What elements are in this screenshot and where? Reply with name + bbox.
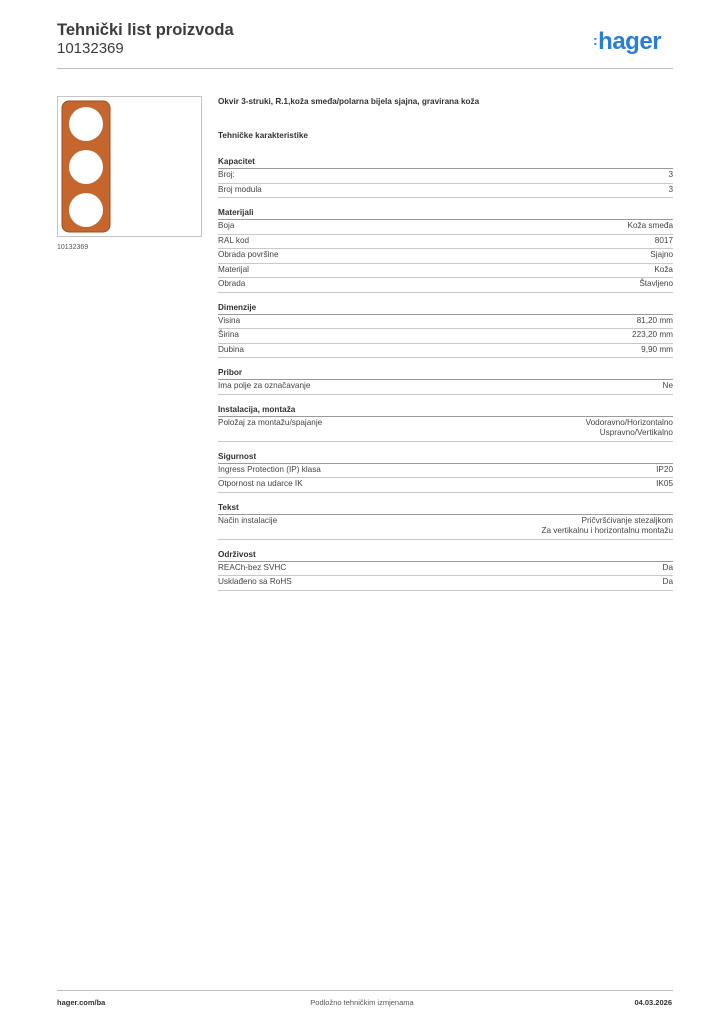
spec-section xyxy=(218,451,673,493)
spec-row xyxy=(218,184,673,199)
footer-date: 04.03.2026 xyxy=(634,998,672,1007)
spec-value: Da xyxy=(662,562,673,572)
spec-label: Dubina xyxy=(218,344,244,354)
spec-row xyxy=(218,169,673,184)
spec-section xyxy=(218,302,673,359)
spec-row xyxy=(218,249,673,264)
footer-disclaimer: Podložno tehničkim izmjenama xyxy=(310,998,414,1007)
spec-section-title: Sigurnost xyxy=(218,451,673,464)
spec-value: IK05 xyxy=(656,479,673,488)
spec-value: 81,20 mm xyxy=(636,315,673,325)
spec-value: Koža xyxy=(654,264,673,274)
spec-section-title: Održivost xyxy=(218,549,673,562)
spec-label: Obrada xyxy=(218,279,246,288)
spec-section xyxy=(218,156,673,198)
spec-value: Da xyxy=(662,577,673,586)
footer-website[interactable]: hager.com/ba xyxy=(57,998,106,1007)
frame-opening-2 xyxy=(69,150,103,184)
spec-label: RAL kod xyxy=(218,235,250,245)
spec-label: Širina xyxy=(218,330,239,339)
spec-section-title: Instalacija, montaža xyxy=(218,404,673,417)
spec-row xyxy=(218,278,673,293)
spec-section xyxy=(218,502,673,540)
spec-label: Usklađeno sa RoHS xyxy=(218,577,292,586)
spec-row xyxy=(218,235,673,250)
spec-row xyxy=(218,515,673,540)
spec-row xyxy=(218,417,673,442)
spec-section xyxy=(218,404,673,442)
spec-section-title: Dimenzije xyxy=(218,302,673,315)
spec-section-title: Pribor xyxy=(218,367,673,380)
spec-row xyxy=(218,576,673,591)
spec-section xyxy=(218,549,673,591)
spec-row xyxy=(218,380,673,395)
spec-value: Sjajno xyxy=(650,250,673,259)
spec-value: 3 xyxy=(668,170,673,179)
hager-logo xyxy=(593,28,661,56)
spec-section-title: Kapacitet xyxy=(218,156,673,169)
tech-characteristics-heading: Tehničke karakteristike xyxy=(218,131,308,140)
logo-text: hager xyxy=(598,28,662,55)
spec-row xyxy=(218,464,673,479)
spec-value: Ne xyxy=(662,381,673,390)
spec-label: Ima polje za označavanje xyxy=(218,381,311,390)
spec-section xyxy=(218,207,673,293)
spec-value: 223,20 mm xyxy=(632,330,673,339)
specs-table xyxy=(218,156,673,600)
spec-label: Način instalacije xyxy=(218,515,278,525)
spec-value: Štavljeno xyxy=(639,279,673,288)
spec-value: Vodoravno/Horizontalno Uspravno/Vertikalno xyxy=(585,417,673,437)
spec-value: 3 xyxy=(668,184,673,194)
spec-label: Obrada površine xyxy=(218,250,279,259)
spec-section xyxy=(218,367,673,395)
spec-value: Pričvršćivanje stezaljkom Za vertikalnu i horizontalnu montažu xyxy=(541,515,673,535)
spec-section-title: Tekst xyxy=(218,502,673,515)
spec-value: 9,90 mm xyxy=(641,344,673,354)
spec-label: Ingress Protection (IP) klasa xyxy=(218,464,321,474)
spec-label: Broj: xyxy=(218,170,235,179)
image-caption: 10132369 xyxy=(57,244,89,251)
header-divider xyxy=(57,68,673,69)
spec-row xyxy=(218,220,673,235)
product-title: Okvir 3-struki, R.1,koža smeđa/polarna bijela sjajna, gravirana koža xyxy=(218,97,480,106)
spec-row xyxy=(218,478,673,493)
page-title: Tehnički list proizvoda xyxy=(57,21,234,39)
spec-value: 8017 xyxy=(654,235,673,245)
frame-opening-1 xyxy=(69,107,103,141)
product-frame-image xyxy=(58,97,201,236)
spec-label: Broj modula xyxy=(218,184,262,194)
spec-row xyxy=(218,315,673,330)
spec-row xyxy=(218,329,673,344)
spec-value: Koža smeđa xyxy=(627,221,673,230)
spec-row xyxy=(218,264,673,279)
spec-section-title: Materijali xyxy=(218,207,673,220)
spec-label: Otpornost na udarce IK xyxy=(218,479,303,488)
logo-dots-icon: : xyxy=(593,32,598,48)
spec-label: Materijal xyxy=(218,264,249,274)
footer-divider xyxy=(57,990,673,991)
spec-row xyxy=(218,344,673,359)
spec-label: Boja xyxy=(218,221,235,230)
spec-label: REACh-bez SVHC xyxy=(218,562,287,572)
spec-row xyxy=(218,562,673,577)
spec-label: Visina xyxy=(218,315,241,325)
product-code: 10132369 xyxy=(57,40,124,57)
frame-opening-3 xyxy=(69,193,103,227)
spec-value: IP20 xyxy=(656,464,673,474)
product-image-frame xyxy=(57,96,202,237)
spec-label: Položaj za montažu/spajanje xyxy=(218,417,323,427)
